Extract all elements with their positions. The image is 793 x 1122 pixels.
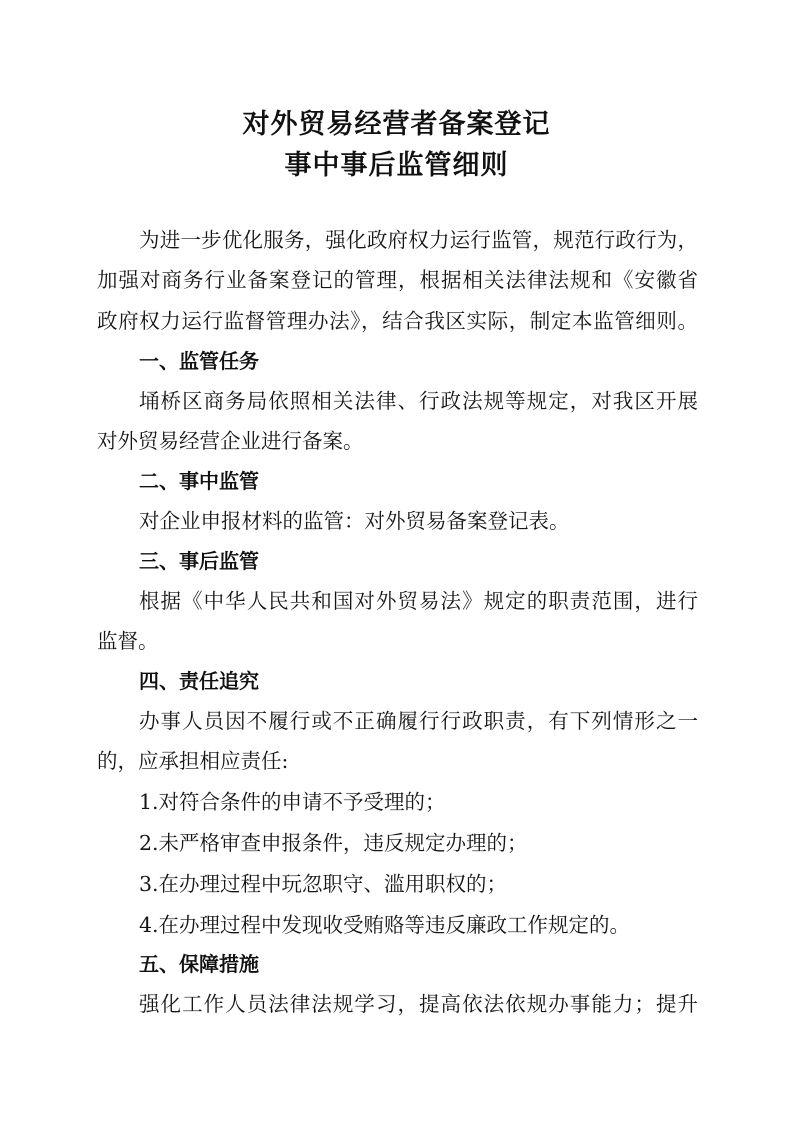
intro-line-3: 政府权力运行监督管理办法》，结合我区实际，制定本监管细则。 [97, 309, 698, 333]
section-1-line-1: 埇桥区商务局依照相关法律、行政法规等规定，对我区开展 [139, 389, 698, 413]
section-4-line-2: 的，应承担相应责任: [97, 749, 289, 773]
section-4-item-3: 3.在办理过程中玩忽职守、滥用职权的； [139, 872, 508, 896]
section-4-line-1: 办事人员因不履行或不正确履行行政职责，有下列情形之一 [139, 709, 698, 733]
section-heading-1: 一、监管任务 [139, 349, 259, 373]
section-heading-3: 三、事后监管 [139, 549, 259, 573]
section-4-item-2: 2.未严格审查申报条件，违反规定办理的； [139, 831, 528, 855]
section-5-line-1: 强化工作人员法律法规学习，提高依法依规办事能力；提升 [139, 992, 698, 1016]
document-title-line-1: 对外贸易经营者备案登记 [242, 109, 551, 140]
section-4-item-1: 1.对符合条件的申请不予受理的； [139, 790, 446, 814]
section-2-line-1: 对企业申报材料的监管：对外贸易备案登记表。 [139, 509, 570, 533]
section-3-line-2: 监督。 [97, 629, 159, 653]
section-heading-4: 四、责任追究 [139, 669, 259, 693]
document-title-line-2: 事中事后监管细则 [284, 150, 509, 181]
intro-line-1: 为进一步优化服务，强化政府权力运行监管，规范行政行为， [139, 228, 698, 252]
section-3-line-1: 根据《中华人民共和国对外贸易法》规定的职责范围，进行 [139, 589, 698, 613]
intro-line-2: 加强对商务行业备案登记的管理，根据相关法律法规和《安徽省 [97, 268, 698, 292]
section-heading-2: 二、事中监管 [139, 469, 259, 493]
section-1-line-2: 对外贸易经营企业进行备案。 [97, 429, 364, 453]
section-heading-5: 五、保障措施 [139, 952, 259, 976]
section-4-item-4: 4.在办理过程中发现收受贿赂等违反廉政工作规定的。 [139, 913, 631, 937]
